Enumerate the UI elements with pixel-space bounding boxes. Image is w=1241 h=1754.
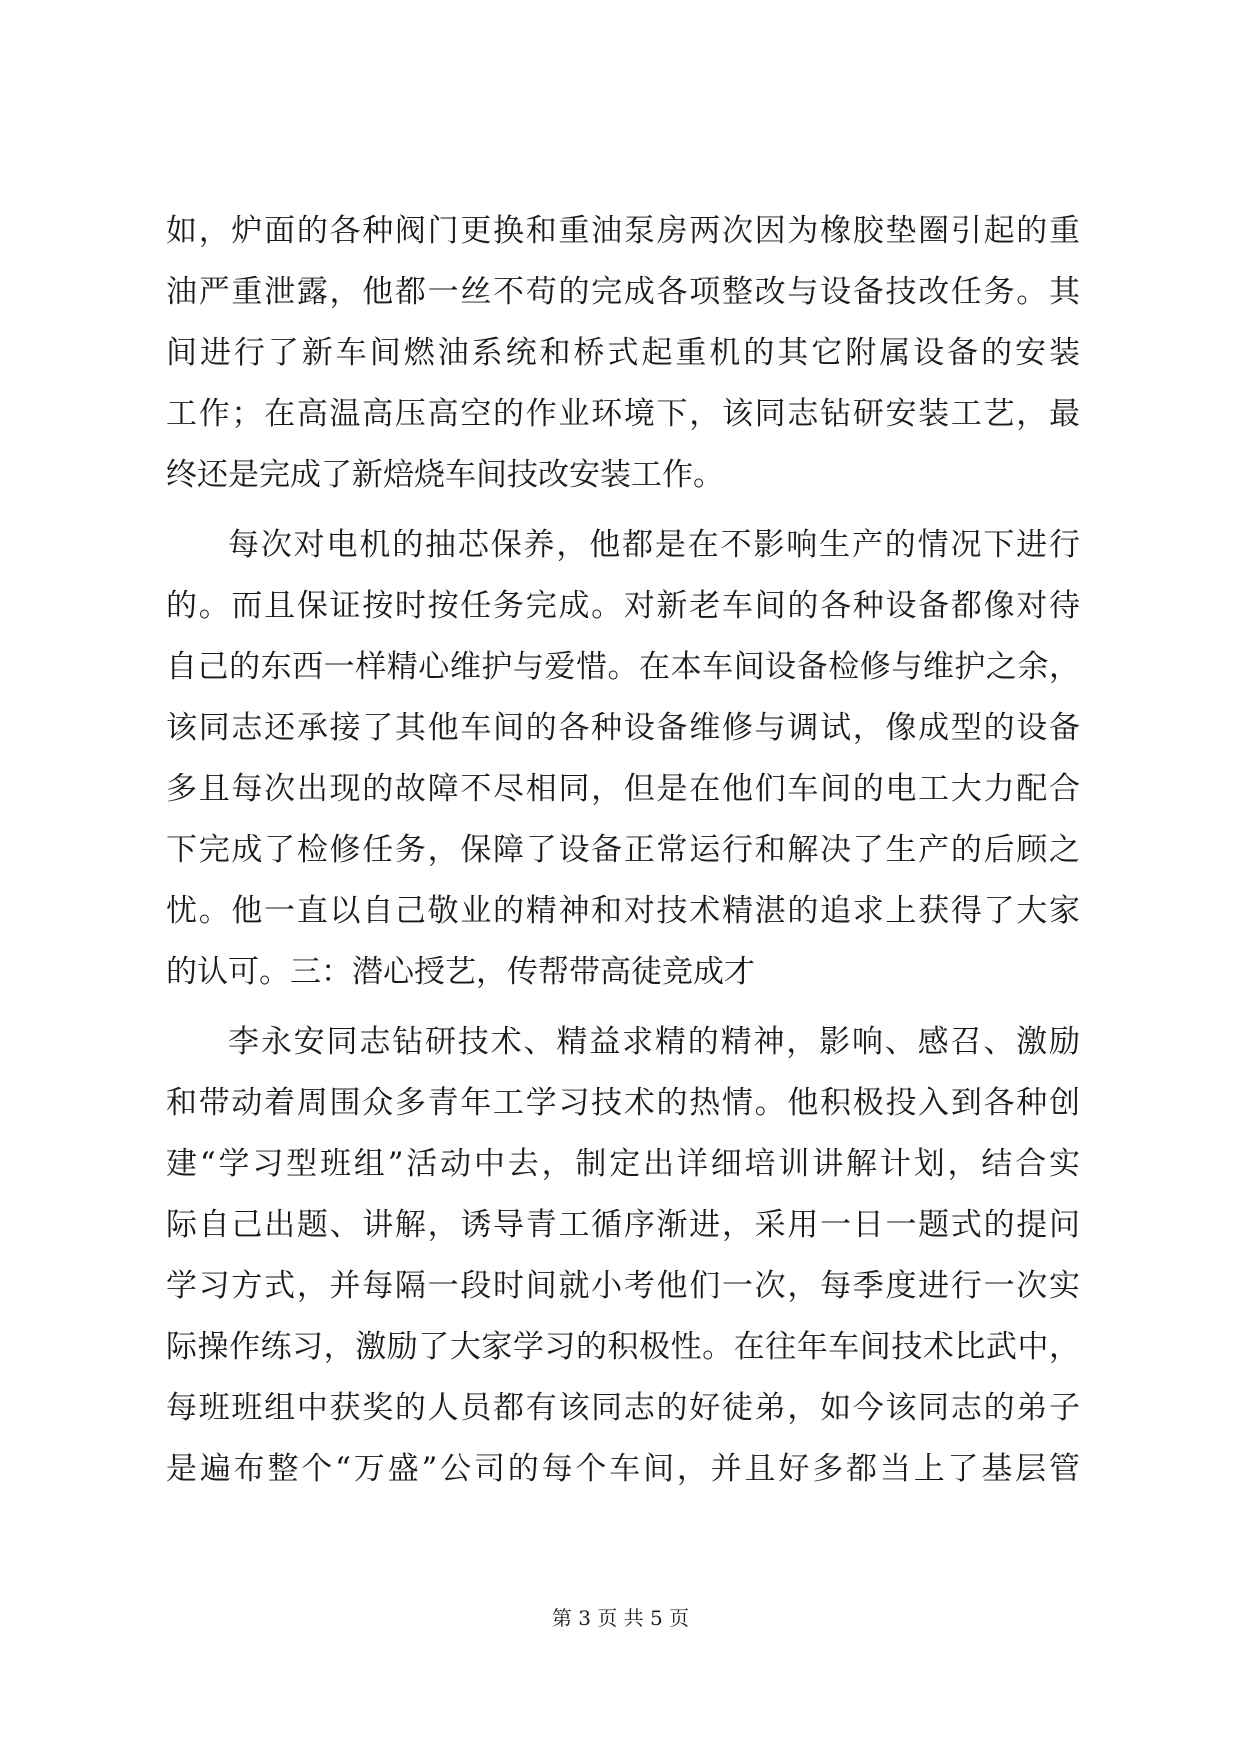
- text-line: 的。而且保证按时按任务完成。对新老车间的各种设备都像对待: [166, 588, 1080, 624]
- text-line: 间进行了新车间燃油系统和桥式起重机的其它附属设备的安装: [166, 335, 1080, 371]
- text-line: 下完成了检修任务，保障了设备正常运行和解决了生产的后顾之: [166, 832, 1080, 868]
- text-line: 每次对电机的抽芯保养，他都是在不影响生产的情况下进行: [228, 527, 1080, 563]
- text-line: 忧。他一直以自己敬业的精神和对技术精湛的追求上获得了大家: [166, 893, 1080, 929]
- text-line: 建“学习型班组”活动中去，制定出详细培训讲解计划，结合实: [166, 1146, 1080, 1182]
- paragraph-2: [166, 515, 1080, 1003]
- text-line: 多且每次出现的故障不尽相同，但是在他们车间的电工大力配合: [166, 771, 1080, 807]
- text-line: 工作；在高温高压高空的作业环境下，该同志钻研安装工艺，最: [166, 396, 1080, 432]
- text-line: 际自己出题、讲解，诱导青工循序渐进，采用一日一题式的提问: [166, 1207, 1080, 1243]
- paragraph-3: [166, 1012, 1080, 1500]
- text-line: 学习方式，并每隔一段时间就小考他们一次，每季度进行一次实: [166, 1268, 1080, 1304]
- paragraph-1: [166, 201, 1080, 506]
- text-line: 每班班组中获奖的人员都有该同志的好徒弟，如今该同志的弟子: [166, 1390, 1080, 1426]
- body-text: [166, 201, 1080, 1500]
- text-line: 油严重泄露，他都一丝不苟的完成各项整改与设备技改任务。其: [166, 274, 1080, 310]
- text-line: 终还是完成了新焙烧车间技改安装工作。: [166, 457, 724, 493]
- text-line: 和带动着周围众多青年工学习技术的热情。他积极投入到各种创: [166, 1085, 1080, 1121]
- text-line: 李永安同志钻研技术、精益求精的精神，影响、感召、激励: [228, 1024, 1080, 1060]
- text-line: 自己的东西一样精心维护与爱惜。在本车间设备检修与维护之余，: [166, 649, 1080, 685]
- text-line: 如，炉面的各种阀门更换和重油泵房两次因为橡胶垫圈引起的重: [166, 213, 1080, 249]
- text-line: 该同志还承接了其他车间的各种设备维修与调试，像成型的设备: [166, 710, 1080, 746]
- text-line: 际操作练习，激励了大家学习的积极性。在往年车间技术比武中，: [166, 1329, 1080, 1365]
- page-number-footer: 第 3 页 共 5 页: [551, 1606, 690, 1630]
- text-line: 的认可。三：潜心授艺，传帮带高徒竞成才: [166, 954, 755, 990]
- text-line: 是遍布整个“万盛”公司的每个车间，并且好多都当上了基层管: [166, 1451, 1080, 1487]
